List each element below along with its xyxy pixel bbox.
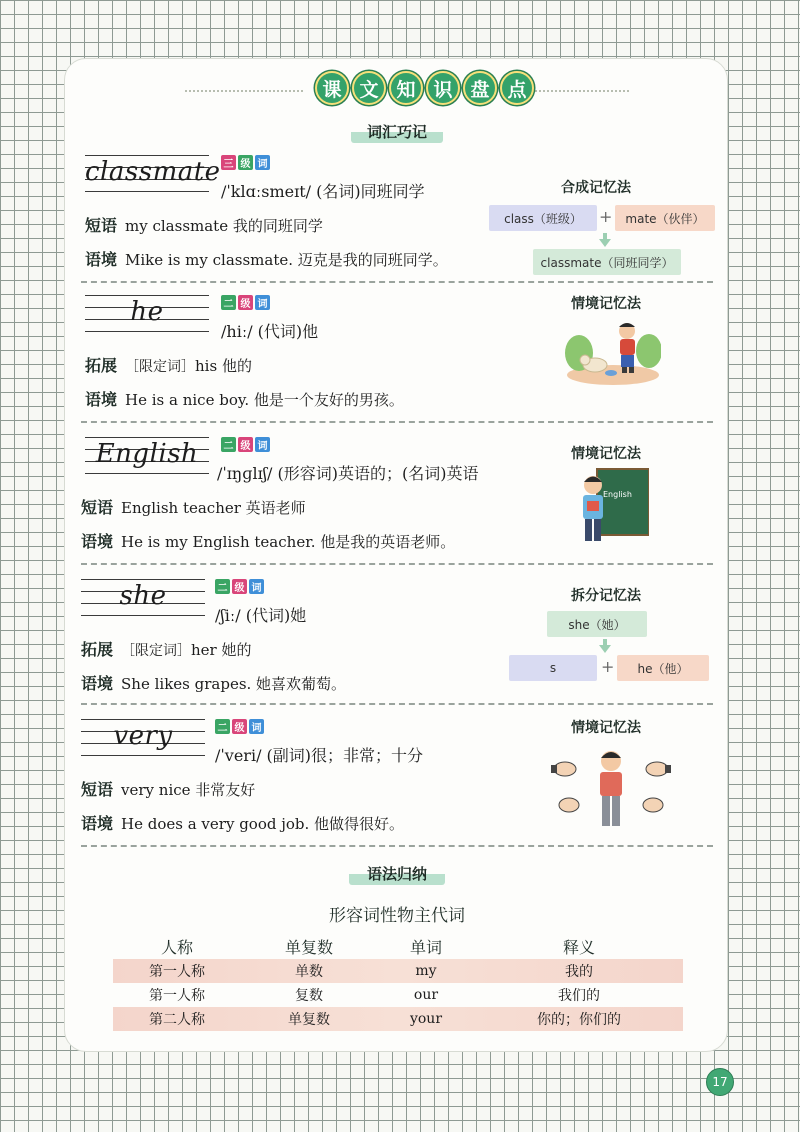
- phonetic: /ˈɪŋɡlɪʃ/ (形容词)英语的；(名词)英语: [217, 464, 479, 483]
- headword: he: [130, 297, 164, 327]
- level-badge: 三 级 词: [221, 155, 270, 170]
- headword: classmate: [85, 157, 221, 187]
- title-char: 识: [426, 71, 460, 105]
- table-row: 第一人称 复数 our 我们的: [149, 987, 600, 1004]
- grammar-table-title: 形容词性物主代词: [329, 906, 465, 926]
- divider: [81, 845, 713, 847]
- teacher-at-blackboard-illustration: [577, 467, 649, 547]
- boy-being-praised-illustration: [551, 741, 671, 835]
- context-line: 语境 He is my English teacher. 他是我的英语老师。: [81, 532, 456, 551]
- handwriting-lines: [85, 437, 209, 471]
- memory-method: 情境记忆法: [571, 296, 641, 312]
- phrase-line: 短语 my classmate 我的同班同学: [85, 216, 323, 235]
- table-header: 人称 单复数 单词 释义: [160, 938, 595, 957]
- level-badge: 二 级 词: [221, 437, 270, 452]
- title-char: 知: [389, 71, 423, 105]
- context-line: 语境 He does a very good job. 他做得很好。: [81, 814, 405, 833]
- phonetic: /hiː/ (代词)他: [221, 322, 319, 341]
- memory-method: 情境记忆法: [571, 446, 641, 462]
- phonetic: /ʃiː/ (代词)她: [215, 606, 307, 625]
- divider: [81, 703, 713, 705]
- headword: English: [95, 439, 199, 469]
- board-text: English: [603, 490, 632, 499]
- table-row: 第二人称 单复数 your 你的；你们的: [113, 1007, 683, 1031]
- down-arrow-icon: [599, 645, 611, 653]
- phrase-line: 短语 very nice 非常友好: [81, 780, 256, 799]
- header-divider-left: [185, 90, 303, 92]
- handwriting-lines: [85, 295, 209, 329]
- grammar-section-title: 语法归纳: [349, 861, 445, 885]
- context-line: 语境 She likes grapes. 她喜欢葡萄。: [81, 674, 347, 693]
- memory-method: 拆分记忆法: [571, 588, 641, 604]
- headword: she: [119, 581, 167, 611]
- handwriting-lines: [81, 579, 205, 613]
- content-card: [64, 58, 728, 1052]
- divider: [81, 421, 713, 423]
- plus-sign: +: [599, 207, 613, 226]
- phrase-line: 短语 English teacher 英语老师: [81, 498, 306, 517]
- boy-with-dog-illustration: [565, 317, 661, 385]
- title-char: 文: [352, 71, 386, 105]
- handwriting-lines: [81, 719, 205, 753]
- handwriting-lines: [85, 155, 221, 189]
- extension-line: 拓展 ［限定词］his 他的: [85, 356, 252, 375]
- title-char: 点: [500, 71, 534, 105]
- divider: [81, 563, 713, 565]
- extension-line: 拓展 ［限定词］her 她的: [81, 640, 252, 659]
- morpheme-box: s: [509, 655, 597, 681]
- phonetic: /ˈklɑːsmeɪt/ (名词)同班同学: [221, 182, 425, 201]
- compound-box: classmate（同班同学）: [533, 249, 681, 275]
- level-badge: 二 级 词: [215, 579, 264, 594]
- vocab-section-title: 词汇巧记: [351, 119, 443, 143]
- page-title: [315, 71, 534, 105]
- page-number: 17: [706, 1068, 734, 1096]
- morpheme-box: class（班级）: [489, 205, 597, 231]
- plus-sign: +: [601, 657, 615, 676]
- morpheme-box: mate（伙伴）: [615, 205, 715, 231]
- title-char: 课: [315, 71, 349, 105]
- word-box: she（她）: [547, 611, 647, 637]
- context-line: 语境 Mike is my classmate. 迈克是我的同班同学。: [85, 250, 448, 269]
- phonetic: /ˈveri/ (副词)很；非常；十分: [215, 746, 424, 765]
- memory-method: 合成记忆法: [561, 180, 631, 196]
- headword: very: [113, 721, 173, 751]
- level-badge: 二 级 词: [221, 295, 270, 310]
- context-line: 语境 He is a nice boy. 他是一个友好的男孩。: [85, 390, 404, 409]
- down-arrow-icon: [599, 239, 611, 247]
- table-row: 第一人称 单数 my 我的: [113, 959, 683, 983]
- divider: [81, 281, 713, 283]
- morpheme-box: he（他）: [617, 655, 709, 681]
- level-badge: 二 级 词: [215, 719, 264, 734]
- memory-method: 情境记忆法: [571, 720, 641, 736]
- title-char: 盘: [463, 71, 497, 105]
